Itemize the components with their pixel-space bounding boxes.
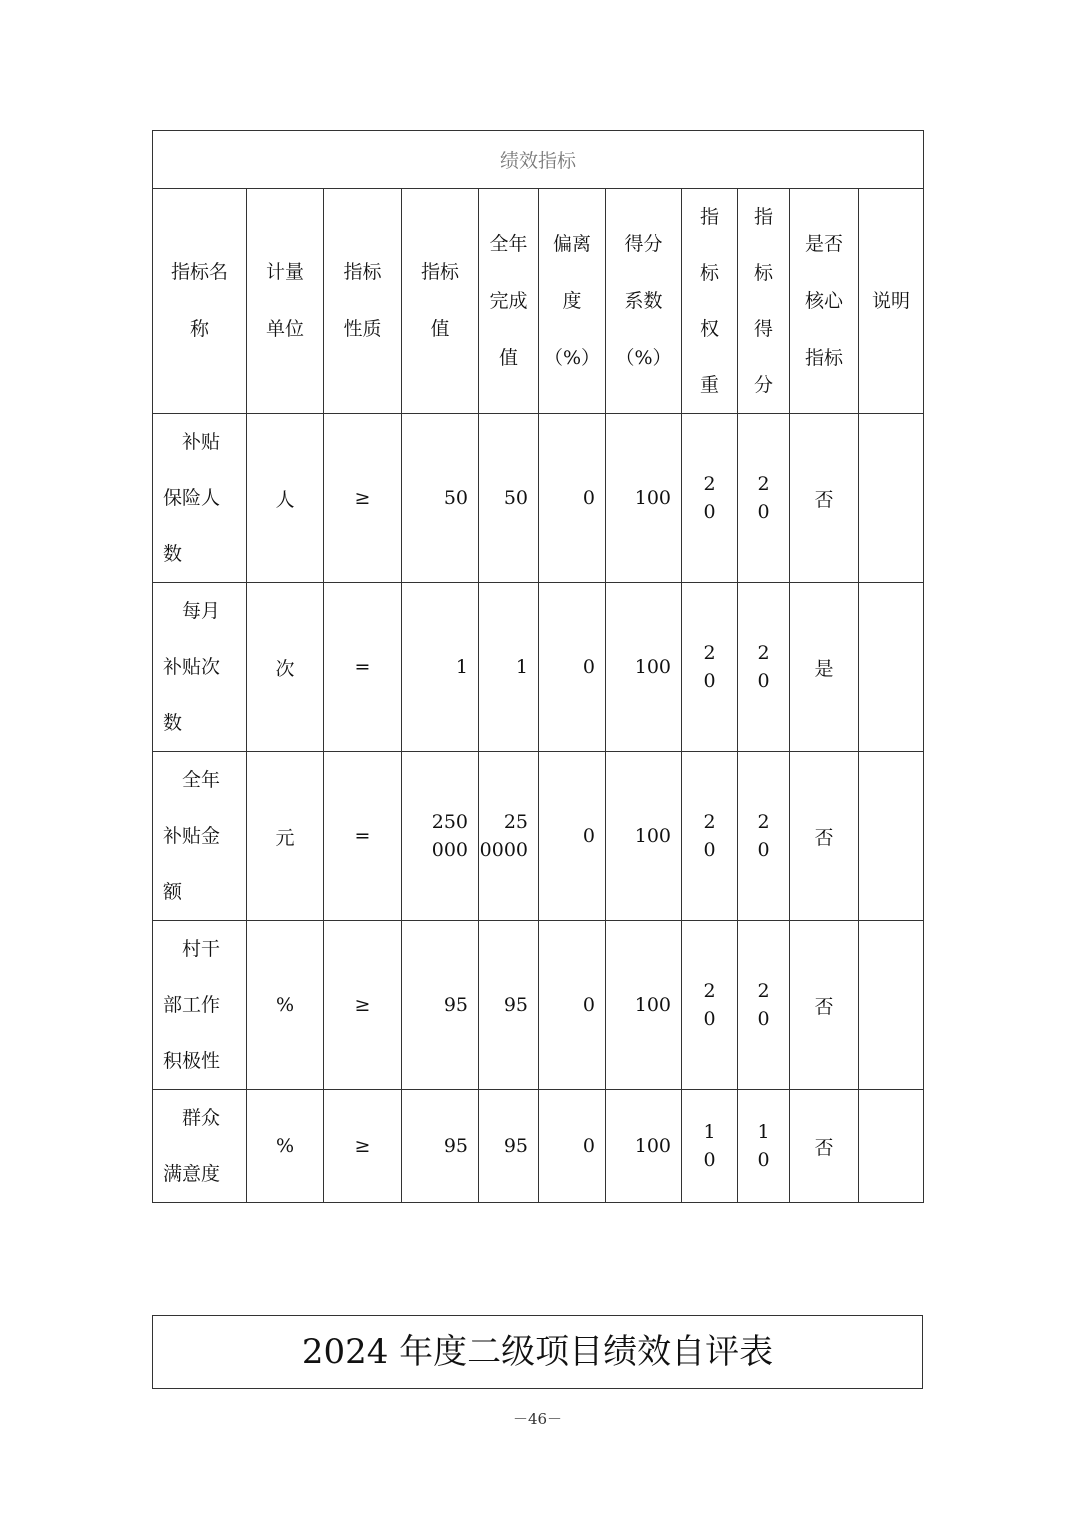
header-line: 度 (562, 289, 582, 312)
weight-line: 2 (703, 811, 716, 833)
header-line: 指 (699, 206, 719, 228)
actual-cell (479, 921, 539, 1090)
indicator-name-line: 补贴金 (163, 825, 221, 847)
indicator-name-line: 保险人 (163, 487, 221, 509)
header-note (859, 189, 924, 414)
weight-line: 0 (703, 501, 716, 523)
score-line: 0 (757, 501, 770, 523)
header-line: 值 (430, 318, 450, 340)
score-line: 2 (757, 811, 770, 833)
weight-cell (682, 752, 738, 921)
indicator-name-line: 补贴次 (163, 656, 221, 678)
weight-line: 0 (703, 670, 716, 692)
performance-indicator-table (152, 130, 924, 1203)
weight-cell (682, 414, 738, 583)
header-score (738, 189, 790, 414)
header-line: 性质 (343, 318, 382, 340)
score-coef-cell: 100 (606, 921, 682, 1090)
value-line: 000 (431, 839, 468, 861)
deviation-cell: 0 (539, 414, 606, 583)
header-line: 指标名 (170, 261, 228, 283)
value-cell (402, 1090, 479, 1203)
header-weight (682, 189, 738, 414)
actual-cell (479, 583, 539, 752)
actual-line: 95 (503, 994, 528, 1016)
header-line: 标 (699, 262, 719, 284)
header-line: 重 (699, 374, 719, 396)
header-line: 全年 (489, 232, 528, 255)
header-actual (479, 189, 539, 414)
deviation-cell: 0 (539, 752, 606, 921)
nature-cell: ≥ (324, 414, 402, 583)
score-cell (738, 921, 790, 1090)
actual-cell (479, 414, 539, 583)
unit-cell: 次 (247, 583, 324, 752)
nature-cell: = (324, 583, 402, 752)
score-coef-cell: 100 (606, 1090, 682, 1203)
unit-cell: 元 (247, 752, 324, 921)
indicator-name (153, 752, 247, 921)
nature-cell: ≥ (324, 921, 402, 1090)
note-cell (859, 1090, 924, 1203)
deviation-cell: 0 (539, 921, 606, 1090)
value-line: 250 (431, 811, 468, 833)
weight-line: 0 (703, 1149, 716, 1171)
score-coef-cell: 100 (606, 583, 682, 752)
score-coef-cell: 100 (606, 752, 682, 921)
actual-line: 25 (503, 811, 528, 833)
core-cell: 是 (790, 583, 859, 752)
core-cell: 否 (790, 921, 859, 1090)
header-line: 核心 (804, 289, 843, 312)
header-score-coef (606, 189, 682, 414)
header-line: （%） (543, 346, 601, 369)
indicator-name-line: 额 (163, 881, 183, 903)
header-line: （%） (615, 346, 672, 369)
indicator-name-line: 数 (163, 543, 183, 565)
header-line: 计量 (265, 261, 304, 283)
indicator-name (153, 414, 247, 583)
value-cell (402, 921, 479, 1090)
indicator-name-line: 每月 (182, 600, 221, 622)
table-row (153, 752, 924, 921)
value-line: 50 (443, 487, 468, 509)
indicator-name-line: 数 (163, 712, 183, 734)
header-line: 值 (498, 346, 518, 369)
indicator-name-line: 部工作 (163, 994, 221, 1016)
header-unit (247, 189, 324, 414)
actual-line: 95 (503, 1135, 528, 1157)
unit-cell: 人 (247, 414, 324, 583)
header-line: 完成 (489, 289, 528, 312)
indicator-name-line: 积极性 (163, 1050, 221, 1072)
table-row (153, 414, 924, 583)
header-deviation (539, 189, 606, 414)
note-cell (859, 921, 924, 1090)
score-cell (738, 414, 790, 583)
value-cell (402, 752, 479, 921)
page-number: －46－ (512, 1410, 563, 1428)
header-value (402, 189, 479, 414)
score-coef-cell: 100 (606, 414, 682, 583)
table-row (153, 921, 924, 1090)
indicator-name (153, 583, 247, 752)
header-name (153, 189, 247, 414)
score-cell (738, 583, 790, 752)
header-line: 系数 (624, 289, 663, 312)
core-cell: 否 (790, 414, 859, 583)
indicator-name-line: 补贴 (182, 431, 221, 453)
indicator-name-line: 全年 (182, 769, 221, 791)
header-line: 指标 (343, 261, 382, 283)
deviation-cell: 0 (539, 1090, 606, 1203)
unit-cell: % (247, 921, 324, 1090)
weight-line: 1 (703, 1121, 716, 1143)
score-line: 0 (757, 1149, 770, 1171)
table-row (153, 583, 924, 752)
core-cell: 否 (790, 1090, 859, 1203)
actual-line: 1 (515, 656, 528, 678)
weight-line: 0 (703, 839, 716, 861)
header-line: 分 (753, 374, 773, 396)
score-line: 0 (757, 670, 770, 692)
next-section-title: 2024 年度二级项目绩效自评表 (152, 1315, 923, 1389)
score-line: 1 (757, 1121, 770, 1143)
indicator-name (153, 921, 247, 1090)
score-line: 0 (757, 1008, 770, 1030)
weight-cell (682, 921, 738, 1090)
header-core (790, 189, 859, 414)
value-line: 95 (443, 1135, 468, 1157)
indicator-name-line: 村干 (182, 938, 221, 960)
actual-line: 0000 (479, 839, 528, 861)
weight-line: 2 (703, 473, 716, 495)
value-line: 1 (455, 656, 468, 678)
header-line: 标 (753, 262, 773, 284)
value-cell (402, 414, 479, 583)
header-line: 得分 (624, 232, 663, 255)
score-line: 2 (757, 980, 770, 1002)
weight-cell (682, 583, 738, 752)
weight-cell (682, 1090, 738, 1203)
value-line: 95 (443, 994, 468, 1016)
header-line: 权 (699, 318, 719, 340)
weight-line: 2 (703, 642, 716, 664)
table-body (153, 414, 924, 1203)
header-line: 指标 (804, 346, 843, 369)
weight-line: 0 (703, 1008, 716, 1030)
header-line: 说明 (872, 289, 911, 312)
header-line: 单位 (265, 318, 304, 340)
actual-line: 50 (503, 487, 528, 509)
unit-cell: % (247, 1090, 324, 1203)
header-line: 是否 (804, 232, 843, 255)
weight-line: 2 (703, 980, 716, 1002)
header-row (153, 189, 924, 414)
score-cell (738, 752, 790, 921)
header-nature (324, 189, 402, 414)
score-line: 2 (757, 642, 770, 664)
actual-cell (479, 1090, 539, 1203)
score-cell (738, 1090, 790, 1203)
indicator-name (153, 1090, 247, 1203)
core-cell: 否 (790, 752, 859, 921)
score-line: 0 (757, 839, 770, 861)
note-cell (859, 414, 924, 583)
header-line: 称 (189, 318, 209, 340)
score-line: 2 (757, 473, 770, 495)
note-cell (859, 583, 924, 752)
header-line: 得 (753, 318, 773, 340)
nature-cell: ≥ (324, 1090, 402, 1203)
header-line: 指 (753, 206, 773, 228)
indicator-name-line: 满意度 (163, 1163, 221, 1185)
header-line: 偏离 (552, 232, 591, 255)
table-row (153, 1090, 924, 1203)
note-cell (859, 752, 924, 921)
indicator-name-line: 群众 (182, 1107, 221, 1129)
nature-cell: = (324, 752, 402, 921)
header-line: 指标 (420, 261, 459, 283)
actual-cell (479, 752, 539, 921)
deviation-cell: 0 (539, 583, 606, 752)
table-title: 绩效指标 (153, 131, 924, 189)
value-cell (402, 583, 479, 752)
